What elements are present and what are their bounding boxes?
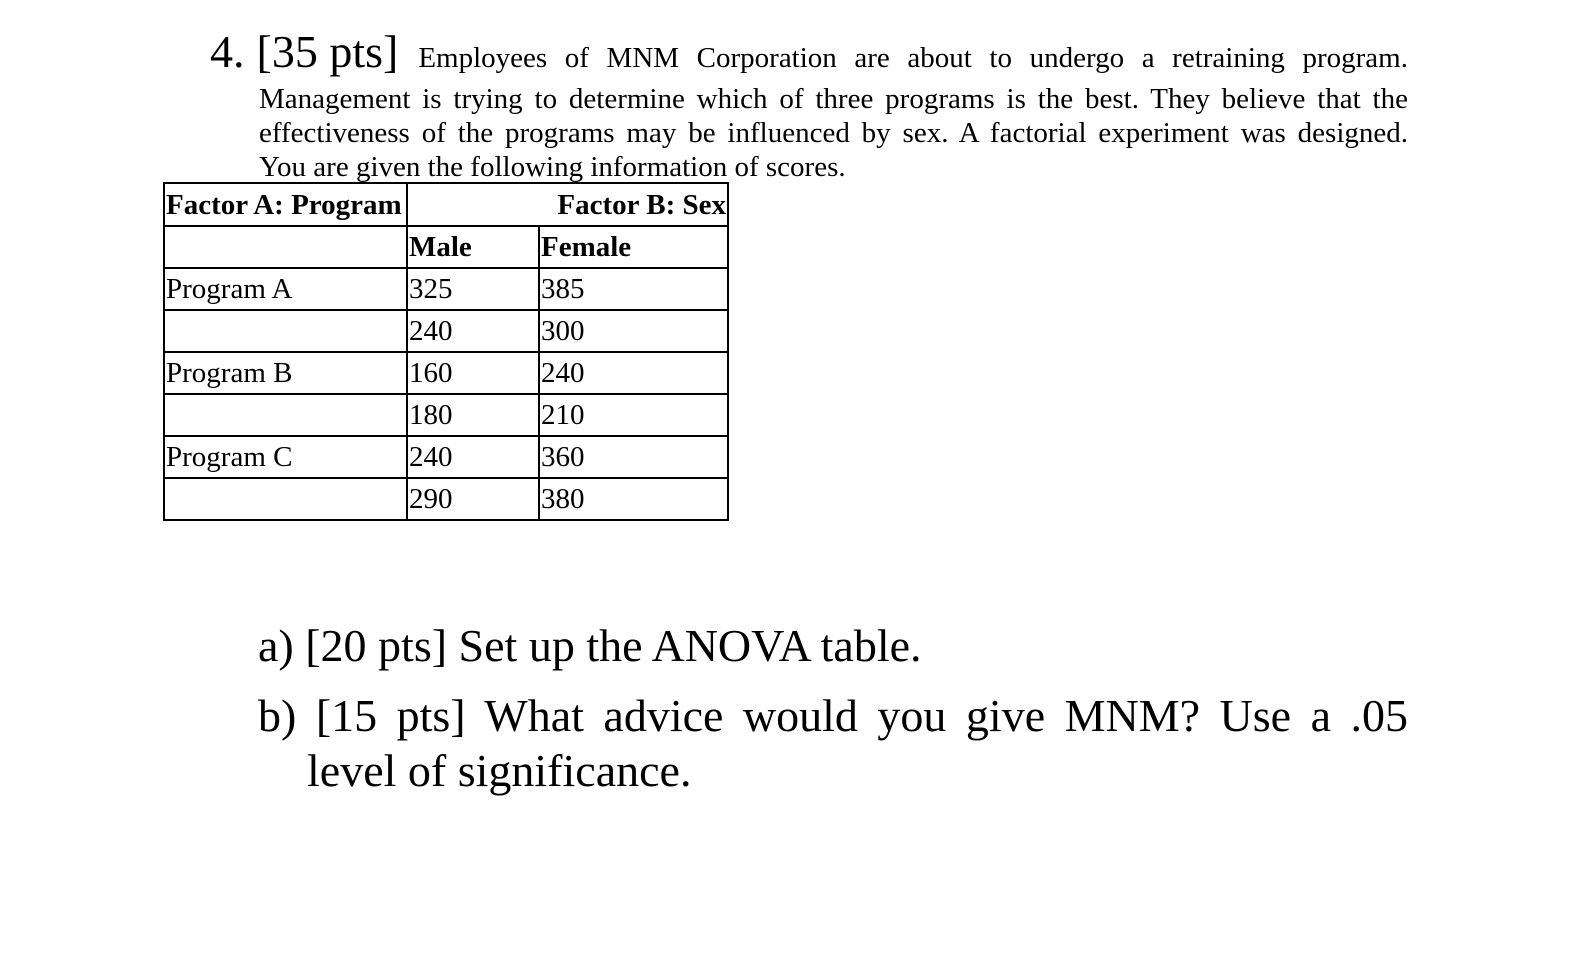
intro-text-line: Employees of MNM Corporation are about to undergo a retraining program. — [418, 42, 1408, 74]
male-score: 160 — [407, 352, 539, 394]
part-b-text: b) [15 pts] What advice would you give MNM? Use a .05 — [258, 690, 1408, 741]
table-row — [164, 268, 728, 310]
program-label: Program C — [164, 436, 407, 478]
program-label: Program B — [164, 352, 407, 394]
table-row — [164, 394, 728, 436]
intro-text-line: effectiveness of the programs may be influenced by sex. A factorial experiment was designed. — [259, 117, 1408, 149]
table-row — [164, 436, 728, 478]
question-number: 4. — [210, 26, 245, 77]
table-subheader-row — [164, 226, 728, 268]
table-header-row — [164, 183, 728, 226]
male-score: 325 — [407, 268, 539, 310]
table-cell — [164, 226, 407, 268]
column-header-female: Female — [539, 226, 728, 268]
question-parts — [258, 616, 1408, 798]
female-score: 385 — [539, 268, 728, 310]
table-row — [164, 310, 728, 352]
part-a-text: a) [20 pts] Set up the ANOVA table. — [258, 620, 922, 671]
program-label — [164, 478, 407, 520]
table-row — [164, 352, 728, 394]
table-row — [164, 478, 728, 520]
column-header-male: Male — [407, 226, 539, 268]
female-score: 210 — [539, 394, 728, 436]
male-score: 240 — [407, 310, 539, 352]
program-label — [164, 394, 407, 436]
question-header — [210, 26, 1408, 78]
factor-b-header: Factor B: Sex — [407, 183, 728, 226]
female-score: 380 — [539, 478, 728, 520]
part-b-text-continued: level of significance. — [307, 745, 692, 796]
program-label — [164, 310, 407, 352]
male-score: 180 — [407, 394, 539, 436]
question-block — [210, 26, 1408, 184]
intro-text-line: You are given the following information of scores. — [259, 151, 846, 183]
female-score: 240 — [539, 352, 728, 394]
male-score: 290 — [407, 478, 539, 520]
score-table — [163, 182, 729, 521]
question-points: [35 pts] — [256, 26, 399, 77]
intro-text-line: Management is trying to determine which of three programs is the best. They believe that the — [259, 83, 1408, 115]
female-score: 360 — [539, 436, 728, 478]
female-score: 300 — [539, 310, 728, 352]
factor-a-header: Factor A: Program — [164, 183, 407, 226]
male-score: 240 — [407, 436, 539, 478]
program-label: Program A — [164, 268, 407, 310]
